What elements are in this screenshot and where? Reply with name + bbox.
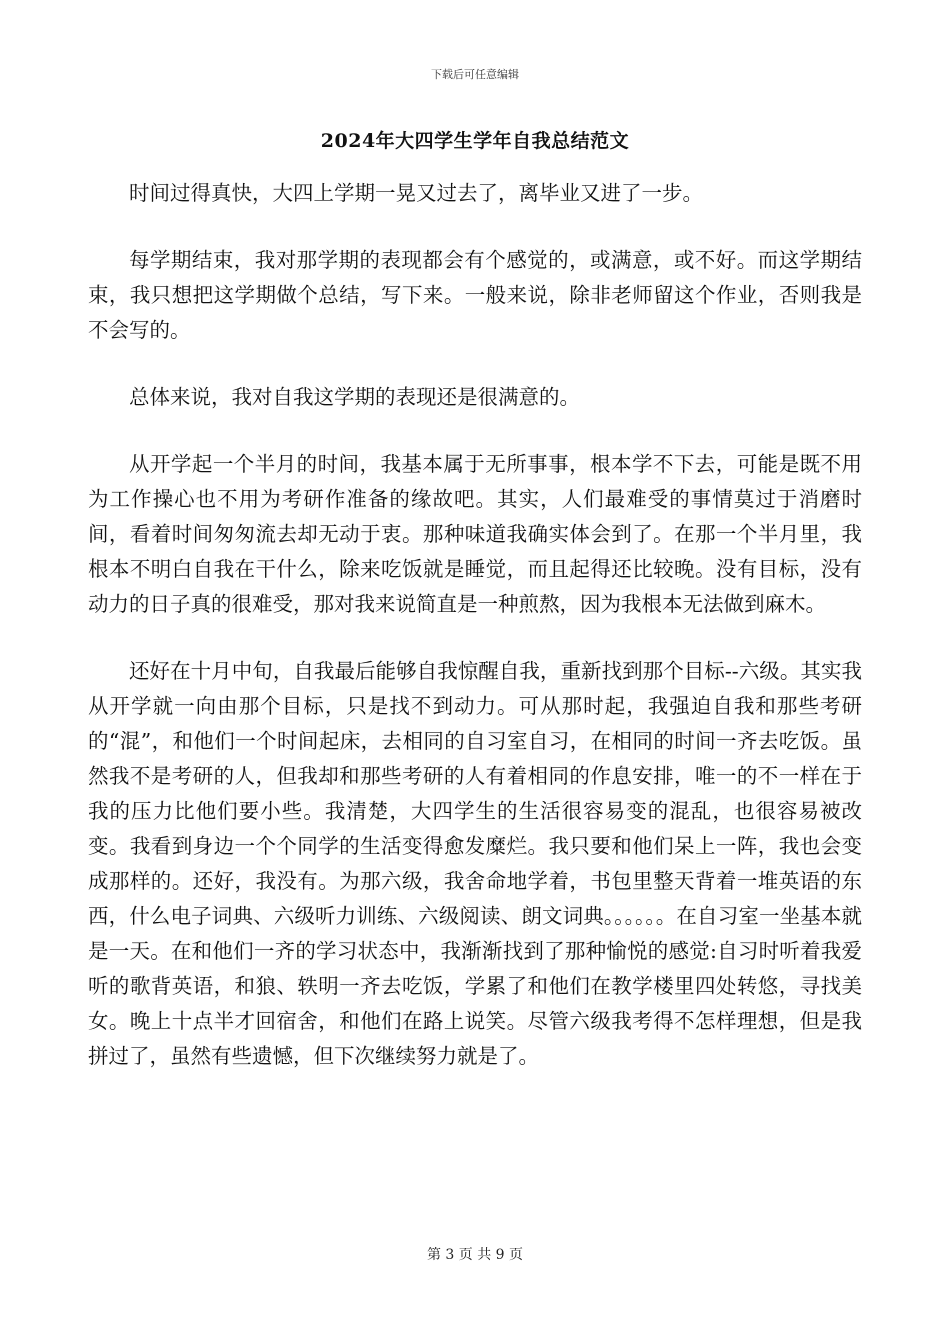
header-note: 下载后可任意编辑 bbox=[431, 68, 519, 81]
paragraph-2: 每学期结束，我对那学期的表现都会有个感觉的，或满意，或不好。而这学期结束，我只想把这学期做个总结，写下来。一般来说，除非老师留这个作业，否则我是不会写的。 bbox=[88, 248, 862, 342]
paragraph-1: 时间过得真快，大四上学期一晃又过去了，离毕业又进了一步。 bbox=[129, 181, 703, 205]
paragraph-5: 还好在十月中旬，自我最后能够自我惊醒自我，重新找到那个目标--六级。其实我从开学就一向由那个目标，只是找不到动力。可从那时起，我强迫自我和那些考研的“混”，和他们一个时间起床，去相同的自习室自习，在相同的时间一齐去吃饭。虽然我不是考研的人，但我却和那些考研的人有着相同的作息安排，唯一的不一样在于我的压力比他们要小些。我清楚，大四学生的生活很容易变的混乱，也很容易被改变。我看到身边一个个同学的生活变得愈发糜烂。我只要和他们呆上一阵，我也会变成那样的。还好，我没有。为那六级，我舍命地学着，书包里整天背着一堆英语的东西，什么电子词典、六级听力训练、六级阅读、朗文词典。。。。。。在自习室一坐基本就是一天。在和他们一齐的学习状态中，我渐渐找到了那种愉悦的感觉:自习时听着我爱听的歌背英语，和狼、轶明一齐去吃饭，学累了和他们在教学楼里四处转悠，寻找美女。晚上十点半才回宿舍，和他们在路上说笑。尽管六级我考得不怎样理想，但是我拼过了，虽然有些遗憾，但下次继续努力就是了。 bbox=[88, 659, 862, 1068]
paragraph-3: 总体来说，我对自我这学期的表现还是很满意的。 bbox=[129, 385, 580, 409]
document-title: 2024年大四学生学年自我总结范文 bbox=[320, 130, 630, 152]
document-body bbox=[88, 176, 862, 1106]
page-number: 第 3 页 共 9 页 bbox=[426, 1247, 524, 1263]
paragraph-4: 从开学起一个半月的时间，我基本属于无所事事，根本学不下去，可能是既不用为工作操心也不用为考研作准备的缘故吧。其实，人们最难受的事情莫过于消磨时间，看着时间匆匆流去却无动于衷。那种味道我确实体会到了。在那一个半月里，我根本不明白自我在干什么，除来吃饭就是睡觉，而且起得还比较晚。没有目标，没有动力的日子真的很难受，那对我来说简直是一种煎熬，因为我根本无法做到麻木。 bbox=[88, 452, 862, 616]
